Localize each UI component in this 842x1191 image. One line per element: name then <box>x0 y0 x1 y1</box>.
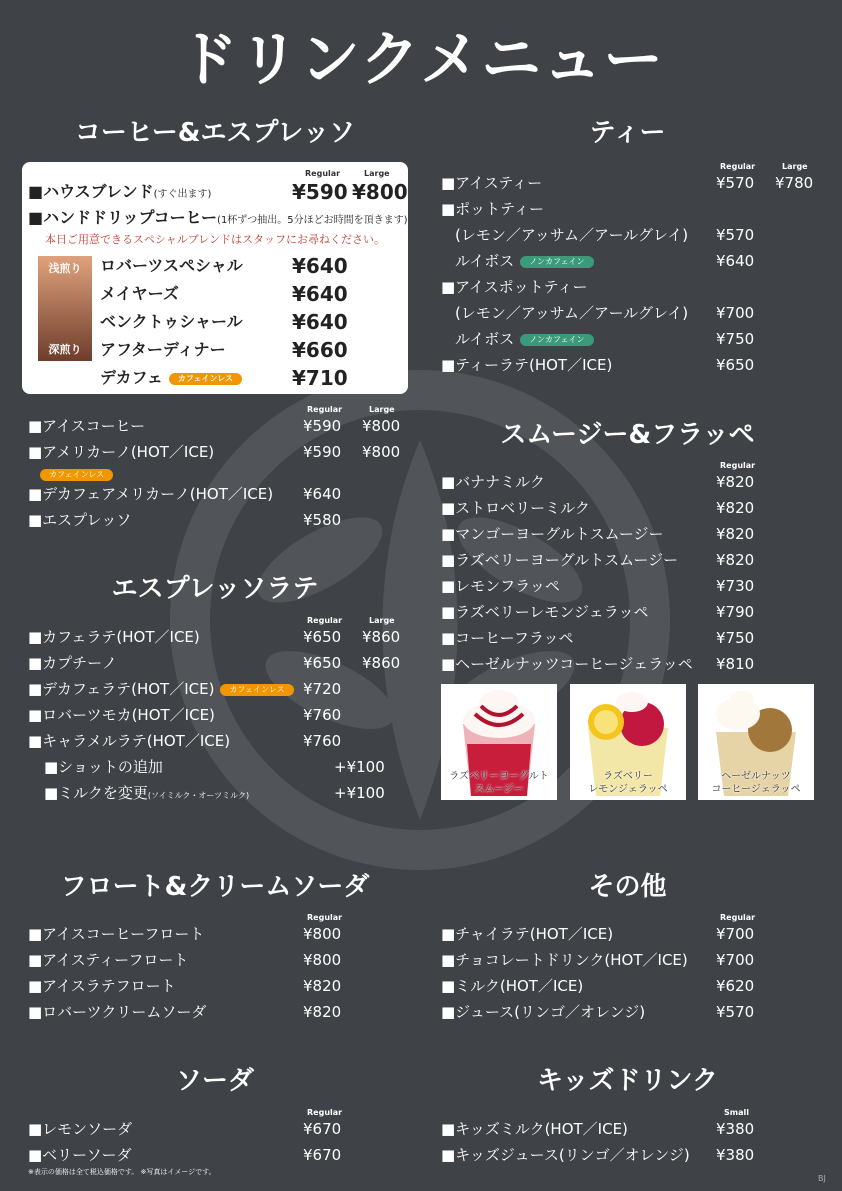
list-item <box>441 170 821 196</box>
soda-regular-label: Regular <box>307 1108 343 1117</box>
light-roast-label: 浅煎り <box>48 262 82 275</box>
footnote: ※表示の価格は全て税込価格です。 ※写真はイメージです。 <box>28 1168 216 1176</box>
corner-mark: BJ <box>818 1174 826 1183</box>
house-blend-price-large: ¥800 <box>352 180 408 204</box>
page-title: ドリンクメニュー <box>177 25 665 95</box>
house-blend-note: (すぐ出ます) <box>153 189 212 200</box>
list-item <box>28 921 408 947</box>
item-price-regular: ¥670 <box>303 1120 342 1138</box>
item-name: ルイボス ノンカフェイン <box>455 326 594 352</box>
item-price-regular: ¥820 <box>716 525 755 543</box>
item-price-regular: ¥590 <box>303 443 342 461</box>
soda-list <box>28 1116 408 1168</box>
item-price-regular: ¥700 <box>716 925 755 943</box>
list-item <box>28 1142 408 1168</box>
photo-caption: ラズベリー レモンジェラッペ <box>588 771 668 795</box>
caffeine-less-tag-row <box>28 465 408 481</box>
item-name: ■ベリーソーダ <box>28 1146 132 1164</box>
blend-name: アフターディナー <box>100 340 226 359</box>
item-price-regular: ¥720 <box>303 680 342 698</box>
item-name: ■レモンソーダ <box>28 1120 133 1138</box>
item-price: +¥100 <box>334 758 385 776</box>
house-blend-name: ■ハウスブレンド <box>28 182 154 201</box>
coffee-list <box>28 413 408 533</box>
item-name: ■エスプレッソ <box>28 511 132 529</box>
list-item <box>441 947 821 973</box>
list-item <box>28 754 408 780</box>
item-name: ルイボス ノンカフェイン <box>455 248 594 274</box>
list-item <box>441 651 821 677</box>
latte-regular-label: Regular <box>307 616 343 625</box>
item-price-regular: ¥760 <box>303 706 342 724</box>
item-name: ■ショットの追加 <box>44 758 163 776</box>
blend-item <box>100 252 400 280</box>
item-price-regular: ¥700 <box>716 951 755 969</box>
item-price-large: ¥800 <box>362 417 401 435</box>
item-name: ■アイスポットティー <box>441 278 588 296</box>
photo-raspberry-smoothie <box>441 684 557 800</box>
list-item <box>441 973 821 999</box>
photo-caption: ラズベリーヨーグルト スムージー <box>449 771 549 795</box>
house-blend-price-regular: ¥590 <box>292 180 348 204</box>
item-name: ■デカフェラテ(HOT／ICE) カフェインレス <box>28 676 294 702</box>
non-caffeine-badge: ノンカフェイン <box>520 256 593 268</box>
item-name: ■チョコレートドリンク(HOT／ICE) <box>441 951 688 969</box>
soda-heading: ソーダ <box>175 1066 254 1096</box>
house-blend-row <box>28 178 211 209</box>
blend-name: デカフェ カフェインレス <box>100 364 242 392</box>
item-price-regular: ¥820 <box>303 977 342 995</box>
item-price-regular: ¥570 <box>716 174 755 192</box>
item-price-regular: ¥580 <box>303 511 342 529</box>
item-price-regular: ¥760 <box>303 732 342 750</box>
item-price-regular: ¥800 <box>303 951 342 969</box>
blend-name: ベンクトゥシャール <box>100 312 243 331</box>
latte-large-label: Large <box>369 616 395 625</box>
item-name: ■チャイラテ(HOT／ICE) <box>441 925 614 943</box>
item-name: ■ラズベリーレモンジェラッペ <box>441 603 649 621</box>
item-name: ■アイスコーヒー <box>28 417 146 435</box>
tea-regular-label: Regular <box>720 162 756 171</box>
caffeine-less-badge: カフェインレス <box>169 373 242 385</box>
item-price-small: ¥380 <box>716 1146 755 1164</box>
dark-roast-label: 深煎り <box>48 343 82 356</box>
item-price-regular: ¥620 <box>716 977 755 995</box>
item-price-regular: ¥640 <box>303 485 342 503</box>
item-name: ■レモンフラッペ <box>441 577 560 595</box>
kids-heading: キッズドリンク <box>537 1066 718 1096</box>
item-name: ■ポットティー <box>441 200 544 218</box>
caffeine-less-badge: カフェインレス <box>40 469 113 481</box>
item-price-regular: ¥820 <box>716 473 755 491</box>
item-name: ■アイスティーフロート <box>28 951 189 969</box>
blend-price: ¥640 <box>292 254 348 278</box>
item-name: (レモン／アッサム／アールグレイ) <box>455 226 689 244</box>
smoothie-list <box>441 469 821 677</box>
item-price-regular: ¥590 <box>303 417 342 435</box>
item-name: ■ティーラテ(HOT／ICE) <box>441 356 613 374</box>
item-name: ■キッズジュース(リンゴ／オレンジ) <box>441 1146 690 1164</box>
list-item <box>441 599 821 625</box>
item-name: ■アイスコーヒーフロート <box>28 925 205 943</box>
item-price-regular: ¥730 <box>716 577 755 595</box>
item-name: ■キャラメルラテ(HOT／ICE) <box>28 732 231 750</box>
list-item <box>441 625 821 651</box>
photo-raspberry-lemon <box>570 684 686 800</box>
blend-item <box>100 336 400 364</box>
item-name: ■カフェラテ(HOT／ICE) <box>28 628 200 646</box>
tea-large-label: Large <box>782 162 808 171</box>
hand-drip-row <box>28 206 408 233</box>
list-item <box>28 507 408 533</box>
float-heading: フロート&クリームソーダ <box>60 872 370 902</box>
item-price-regular: ¥810 <box>716 655 755 673</box>
tea-list <box>441 170 821 378</box>
list-item <box>28 947 408 973</box>
item-name: ■ミルク(HOT／ICE) <box>441 977 584 995</box>
hand-drip-note: (1杯ずつ抽出。5分ほどお時間を頂きます) <box>217 215 408 226</box>
item-name: ■アイスラテフロート <box>28 977 176 995</box>
item-name: ■アメリカーノ(HOT／ICE) <box>28 443 215 461</box>
list-item <box>28 481 408 507</box>
item-name: ■ミルクを変更(ソイミルク・オーツミルク) <box>44 784 250 802</box>
item-name: ■コーヒーフラッペ <box>441 629 574 647</box>
latte-heading: エスプレッソラテ <box>111 574 319 604</box>
item-name: ■マンゴーヨーグルトスムージー <box>441 525 664 543</box>
list-item <box>28 780 408 806</box>
blend-price: ¥640 <box>292 310 348 334</box>
list-item <box>28 439 408 465</box>
list-item <box>441 196 821 222</box>
blend-item <box>100 308 400 336</box>
item-price: +¥100 <box>334 784 385 802</box>
list-item <box>441 547 821 573</box>
coffee-heading: コーヒー&エスプレッソ <box>74 118 356 148</box>
item-price-regular: ¥800 <box>303 925 342 943</box>
blend-item <box>100 364 400 392</box>
item-price-large: ¥860 <box>362 654 401 672</box>
item-name: ■ラズベリーヨーグルトスムージー <box>441 551 679 569</box>
list-item <box>441 274 821 300</box>
list-item <box>28 624 408 650</box>
coffee-large-label: Large <box>369 405 395 414</box>
other-heading: その他 <box>588 872 667 902</box>
item-name: ■ジュース(リンゴ／オレンジ) <box>441 1003 646 1021</box>
list-item <box>441 521 821 547</box>
list-item <box>441 352 821 378</box>
item-name: (レモン／アッサム／アールグレイ) <box>455 304 689 322</box>
item-note: (ソイミルク・オーツミルク) <box>147 791 250 800</box>
item-price-regular: ¥570 <box>716 1003 755 1021</box>
list-item <box>441 222 821 248</box>
kids-list <box>441 1116 821 1168</box>
item-name: ■ロバーツクリームソーダ <box>28 1003 207 1021</box>
tea-heading: ティー <box>589 118 666 148</box>
special-blend-note: 本日ご用意できるスペシャルブレンドはスタッフにお尋ねください。 <box>44 233 386 246</box>
smoothie-regular-label: Regular <box>720 461 756 470</box>
card-regular-label: Regular <box>305 169 341 178</box>
blend-item <box>100 280 400 308</box>
item-price-large: ¥860 <box>362 628 401 646</box>
blend-price: ¥710 <box>292 366 348 390</box>
caffeine-less-badge: カフェインレス <box>220 684 293 696</box>
item-price-regular: ¥570 <box>716 226 755 244</box>
list-item <box>28 999 408 1025</box>
float-regular-label: Regular <box>307 913 343 922</box>
list-item <box>28 702 408 728</box>
blend-price: ¥660 <box>292 338 348 362</box>
item-price-regular: ¥750 <box>716 629 755 647</box>
list-item <box>28 1116 408 1142</box>
blend-list <box>100 252 400 392</box>
list-item <box>441 248 821 274</box>
item-price-regular: ¥670 <box>303 1146 342 1164</box>
other-list <box>441 921 821 1025</box>
list-item <box>28 676 408 702</box>
roast-gradient-bar <box>38 256 92 361</box>
item-name: ■カプチーノ <box>28 654 117 672</box>
list-item <box>441 495 821 521</box>
list-item <box>441 999 821 1025</box>
coffee-regular-label: Regular <box>307 405 343 414</box>
list-item <box>441 469 821 495</box>
item-price-small: ¥380 <box>716 1120 755 1138</box>
item-name: ■キッズミルク(HOT／ICE) <box>441 1120 628 1138</box>
item-price-regular: ¥650 <box>303 654 342 672</box>
list-item <box>441 300 821 326</box>
float-list <box>28 921 408 1025</box>
item-price-regular: ¥820 <box>716 499 755 517</box>
item-price-regular: ¥650 <box>716 356 755 374</box>
list-item <box>441 1116 821 1142</box>
blend-name: ロバーツスペシャル <box>100 256 243 275</box>
item-price-regular: ¥820 <box>716 551 755 569</box>
list-item <box>441 573 821 599</box>
latte-list <box>28 624 408 806</box>
blend-price: ¥640 <box>292 282 348 306</box>
list-item <box>28 413 408 439</box>
item-name: ■ストロベリーミルク <box>441 499 590 517</box>
item-name: ■デカフェアメリカーノ(HOT／ICE) <box>28 485 274 503</box>
blend-name: メイヤーズ <box>100 284 179 303</box>
list-item <box>441 326 821 352</box>
kids-small-label: Small <box>724 1108 749 1117</box>
hand-drip-name: ■ハンドドリップコーヒー <box>28 208 218 227</box>
item-price-regular: ¥650 <box>303 628 342 646</box>
other-regular-label: Regular <box>720 913 756 922</box>
item-name: ■ヘーゼルナッツコーヒージェラッペ <box>441 655 693 673</box>
list-item <box>28 650 408 676</box>
list-item <box>441 921 821 947</box>
non-caffeine-badge: ノンカフェイン <box>520 334 593 346</box>
list-item <box>28 973 408 999</box>
item-price-regular: ¥700 <box>716 304 755 322</box>
item-price-regular: ¥790 <box>716 603 755 621</box>
card-large-label: Large <box>364 169 390 178</box>
item-price-regular: ¥640 <box>716 252 755 270</box>
list-item <box>441 1142 821 1168</box>
photo-hazelnut-coffee <box>698 684 814 800</box>
item-name: ■ロバーツモカ(HOT／ICE) <box>28 706 215 724</box>
item-price-regular: ¥750 <box>716 330 755 348</box>
item-name: ■アイスティー <box>441 174 543 192</box>
smoothie-heading: スムージー&フラッペ <box>500 420 755 450</box>
item-name: ■バナナミルク <box>441 473 545 491</box>
item-price-regular: ¥820 <box>303 1003 342 1021</box>
list-item <box>28 728 408 754</box>
item-price-large: ¥780 <box>775 174 814 192</box>
photo-caption: ヘーゼルナッツ コーヒージェラッペ <box>711 771 801 795</box>
item-price-large: ¥800 <box>362 443 401 461</box>
drip-coffee-card <box>22 162 408 394</box>
